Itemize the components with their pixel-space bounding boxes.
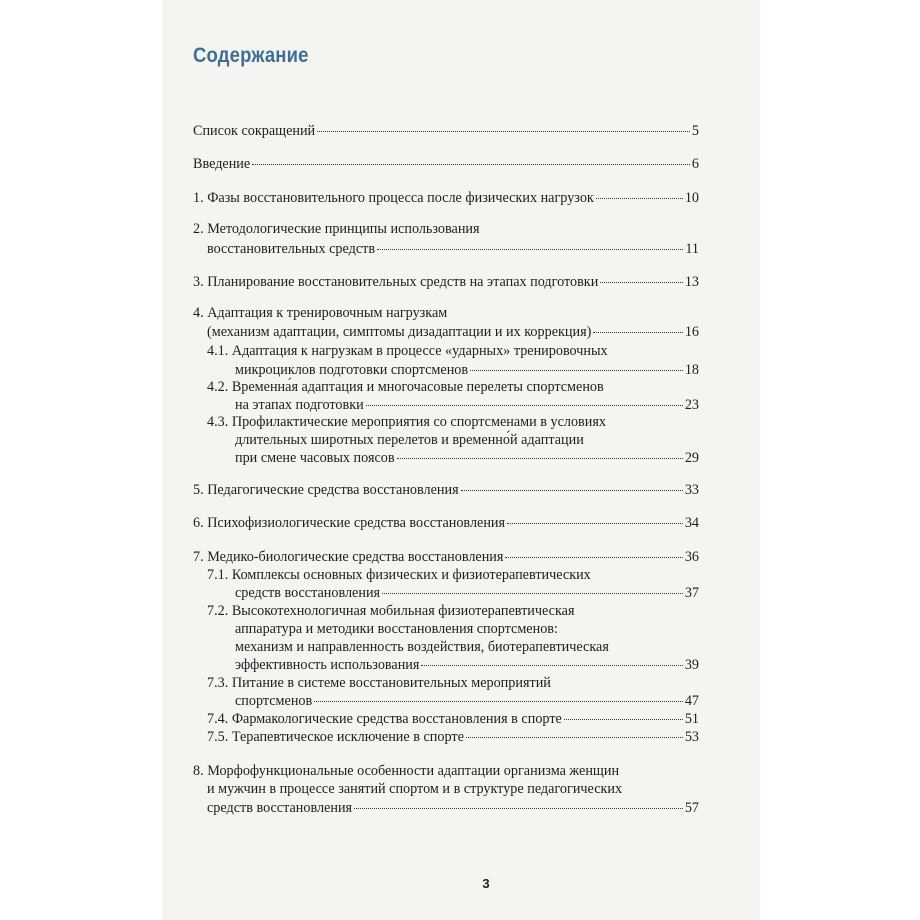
dot-leader — [564, 718, 683, 720]
toc-entry-chapter-8-line-2: и мужчин в процессе занятий спортом и в структуре педагогических — [207, 781, 623, 797]
toc-page-number: 29 — [684, 450, 699, 466]
dot-leader — [314, 700, 683, 702]
toc-entry-chapter-3[interactable] — [193, 273, 699, 291]
toc-entry-section-4-2-line-1: 4.2. Временна́я адаптация и многочасовые перелеты спортсменов — [207, 379, 604, 395]
toc-entry-section-7-5[interactable] — [207, 728, 699, 746]
dot-leader — [377, 248, 683, 250]
dot-leader — [317, 130, 690, 132]
dot-leader — [593, 331, 682, 333]
toc-entry-text: Список сокращений — [193, 123, 316, 139]
toc-entry-text: (механизм адаптации, симптомы дизадаптации и их коррекция) — [207, 324, 592, 340]
page-number: 3 — [482, 876, 490, 891]
toc-entry-text: спортсменов — [235, 693, 313, 709]
toc-entry-text: 6. Психофизиологические средства восстановления — [193, 515, 506, 531]
toc-entry-chapter-6[interactable] — [193, 514, 699, 532]
toc-page-number: 16 — [684, 324, 699, 340]
toc-entry-text: 7. Медико-биологические средства восстановления — [193, 549, 504, 565]
toc-entry-chapter-7[interactable] — [193, 548, 699, 566]
toc-entry-chapter-8[interactable] — [207, 799, 699, 817]
toc-entry-section-4-1[interactable] — [235, 361, 699, 379]
toc-entry-section-7-1-line-1: 7.1. Комплексы основных физических и физиотерапевтических — [207, 567, 591, 583]
toc-entry-text: 7.4. Фармакологические средства восстановления в спорте — [207, 711, 562, 727]
toc-page-number: 13 — [684, 274, 699, 290]
dot-leader — [461, 489, 683, 491]
toc-entry-section-4-2[interactable] — [235, 396, 699, 414]
toc-entry-text: 3. Планирование восстановительных средств на этапах подготовки — [193, 274, 599, 290]
toc-entry-chapter-4-line-1: 4. Адаптация к тренировочным нагрузкам — [193, 305, 448, 321]
toc-entry-chapter-2[interactable] — [207, 240, 699, 258]
toc-page-number: 5 — [691, 123, 699, 139]
toc-page-number: 11 — [685, 241, 699, 257]
dot-leader — [421, 664, 682, 666]
toc-entry-text: 5. Педагогические средства восстановления — [193, 482, 459, 498]
toc-entry-text: 1. Фазы восстановительного процесса после физических нагрузок — [193, 190, 594, 206]
toc-page-number: 33 — [684, 482, 699, 498]
dot-leader — [397, 457, 683, 459]
toc-entry-section-7-1[interactable] — [235, 584, 699, 602]
toc-entry-section-4-3[interactable] — [235, 449, 699, 467]
dot-leader — [505, 556, 682, 558]
toc-entry-section-7-3[interactable] — [235, 692, 699, 710]
page-title: Содержание — [193, 44, 309, 67]
dot-leader — [354, 807, 683, 809]
toc-entry-chapter-8-line-1: 8. Морфофункциональные особенности адаптации организма женщин — [193, 763, 620, 779]
toc-entry-section-7-2[interactable] — [235, 656, 699, 674]
toc-entry-text: микроциклов подготовки спортсменов — [235, 362, 469, 378]
toc-entry-text: восстановительных средств — [207, 241, 376, 257]
toc-entry-text: при смене часовых поясов — [235, 450, 395, 466]
toc-page-number: 39 — [684, 657, 699, 673]
toc-page-number: 51 — [684, 711, 699, 727]
toc-entry-abbreviations[interactable] — [193, 122, 699, 140]
toc-page-number: 23 — [684, 397, 699, 413]
dot-leader — [596, 197, 683, 199]
toc-entry-chapter-1[interactable] — [193, 189, 699, 207]
dot-leader — [470, 369, 683, 371]
toc-page-number: 47 — [684, 693, 699, 709]
toc-entry-chapter-5[interactable] — [193, 481, 699, 499]
dot-leader — [600, 281, 683, 283]
toc-entry-text: средств восстановления — [235, 585, 381, 601]
toc-page-number: 18 — [684, 362, 699, 378]
dot-leader — [382, 592, 683, 594]
toc-entry-section-4-1-line-1: 4.1. Адаптация к нагрузкам в процессе «ударных» тренировочных — [207, 343, 608, 359]
toc-entry-intro[interactable] — [193, 155, 699, 173]
toc-entry-text: средств восстановления — [207, 800, 353, 816]
dot-leader — [252, 163, 690, 165]
toc-entry-section-7-2-line-3: механизм и направленность воздействия, биотерапевтическая — [235, 639, 609, 655]
toc-entry-chapter-4[interactable] — [207, 323, 699, 341]
toc-entry-section-7-3-line-1: 7.3. Питание в системе восстановительных мероприятий — [207, 675, 551, 691]
toc-entry-text: Введение — [193, 156, 251, 172]
toc-entry-section-7-2-line-2: аппаратура и методики восстановления спортсменов: — [235, 621, 558, 637]
toc-page-number: 57 — [684, 800, 699, 816]
toc-entry-section-4-3-line-1: 4.3. Профилактические мероприятия со спортсменами в условиях — [207, 414, 606, 430]
dot-leader — [366, 404, 683, 406]
toc-entry-text: эффективность использования — [235, 657, 420, 673]
dot-leader — [466, 736, 683, 738]
toc-entry-text: на этапах подготовки — [235, 397, 364, 413]
dot-leader — [507, 522, 683, 524]
toc-page-number: 37 — [684, 585, 699, 601]
toc-page-number: 10 — [684, 190, 699, 206]
toc-entry-chapter-2-line-1: 2. Методологические принципы использования — [193, 221, 480, 237]
toc-entry-text: 7.5. Терапевтическое исключение в спорте — [207, 729, 464, 745]
toc-page-number: 34 — [684, 515, 699, 531]
toc-entry-section-7-4[interactable] — [207, 710, 699, 728]
toc-entry-section-7-2-line-1: 7.2. Высокотехнологичная мобильная физиотерапевтическая — [207, 603, 575, 619]
toc-page-number: 53 — [684, 729, 699, 745]
toc-entry-section-4-3-line-2: длительных широтных перелетов и временно́й адаптации — [235, 432, 584, 448]
toc-page-number: 36 — [684, 549, 699, 565]
toc-page-number: 6 — [691, 156, 699, 172]
